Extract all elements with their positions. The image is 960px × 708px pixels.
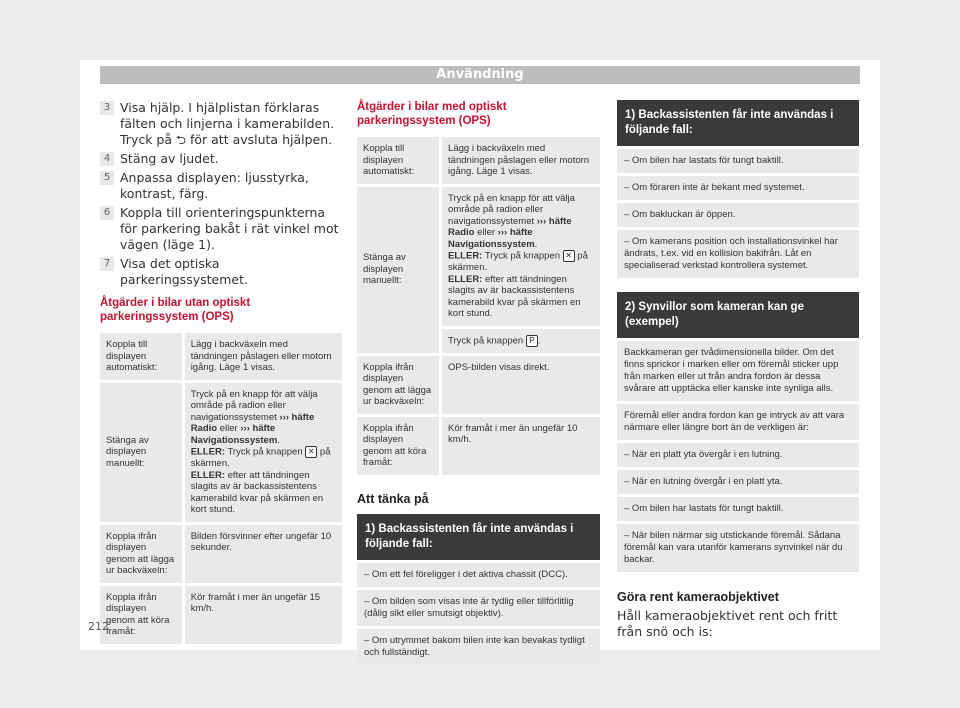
step-text: Visa det optiska parkeringssystemet. [120,256,248,287]
text: häfte Navigationssystem [190,423,278,446]
step-7 [100,256,342,288]
think-title: Att tänka på [357,491,429,506]
close-x-icon: ✕ [305,446,317,458]
text: på skärmen. [448,250,588,274]
box-title: 1) Backassistenten får inte användas i följande fall: [617,100,859,146]
step-text: Anpassa displayen: ljusstyrka, kontrast, färg. [120,170,309,201]
clean-title: Göra rent kameraobjektivet [617,590,779,604]
warning-box-3 [617,292,859,572]
row-value: Kör framåt i mer än ungefär 15 km/h. [185,586,342,644]
column-right [617,100,859,640]
text: häfte Radio [448,215,572,238]
table-row [357,137,600,184]
text: . [534,238,538,250]
list-item: – Om kamerans position och installationsvinkel har ändrats, t.ex. vid en kollision bakifrån. Låt en specialiserad verkstad kontrollera systemet. [617,230,859,278]
row-value: Kör framåt i mer än ungefär 10 km/h. [442,417,600,475]
row-key: Koppla till displayen automatiskt: [100,333,185,380]
table-row [357,417,600,475]
text: efter att tändningen slagits av är backassistentens kamerabild kvar på skärmen en kort stund. [190,469,324,516]
row-value: Lägg i backväxeln med tändningen påslagen eller motorn igång. Läge 1 visas. [442,137,600,184]
list-item: – När bilen närmar sig utstickande föremål. Sådana föremål kan vara utanför kamerans synvinkel när du backar. [617,524,859,572]
step-text: Visa hjälp. I hjälplistan förklaras fälten och linjerna i kamerabilden. Tryck på ⮌ för att avsluta hjälpen. [120,100,335,147]
spacer [617,278,859,292]
row-key: Koppla ifrån displayen genom att lägga ur backväxeln: [100,525,185,583]
row-value: Bilden försvinner efter ungefär 10 sekunder. [185,525,342,583]
table-row [100,333,342,380]
close-x-icon: ✕ [563,250,575,262]
step-number: 6 [100,206,114,220]
text: Tryck på knappen [448,335,524,347]
text: efter att tändningen slagits av är backassistentens kamerabild kvar på skärmen en kort stund. [448,273,581,320]
step-number: 5 [100,171,114,185]
row-key: Stänga av displayen manuellt: [100,383,185,522]
table-row [100,525,342,583]
step-text: Stäng av ljudet. [120,151,219,166]
ref-nav: ››› häfte Navigationssystem [190,423,278,446]
table-row [357,187,600,326]
ref-radio: ››› häfte Radio [190,411,315,434]
warning-box-2 [617,100,859,278]
column-middle [357,100,600,665]
clean-text: Håll kameraobjektivet rent och fritt från snö och is: [617,608,838,639]
box-title: 2) Synvillor som kameran kan ge (exempel) [617,292,859,338]
ref-radio: ››› häfte Radio [448,215,572,238]
table-with-ops [357,134,600,478]
step-6 [100,205,342,253]
table2-title: Åtgärder i bilar med optiskt parkeringssystem (OPS) [357,101,507,127]
ref-nav: ››› häfte Navigationssystem [448,227,535,250]
text: häfte Navigationssystem [448,227,535,250]
row-key: Stänga av displayen manuellt: [357,187,442,353]
text: på skärmen. [190,446,331,470]
row-key: Koppla ifrån displayen genom att köra framåt: [100,586,185,644]
text: ELLER: [448,250,483,262]
list-item: – När en platt yta övergår i en lutning. [617,443,859,467]
step-3 [100,100,342,148]
list-item: – Om utrymmet bakom bilen inte kan bevakas tydligt och fullständigt. [357,629,600,665]
row-key: Koppla till displayen automatiskt: [357,137,442,184]
page-number: 212 [88,620,109,633]
row-value: Tryck på knappen P . [442,329,600,353]
table-without-ops [100,330,342,647]
text: ELLER: [448,273,483,285]
warning-box-1 [357,514,600,665]
text: . [277,434,280,446]
text: ELLER: [190,446,225,458]
list-item: Backkameran ger tvådimensionella bilder. Om det finns sprickor i marken eller om föremål sticker upp från marken eller ut från andra fordon är dessa svårare att upptäcka eller kanske inte synliga alls. [617,341,859,401]
text: Tryck på knappen [484,250,560,262]
row-value: Lägg i backväxeln med tändningen påslagen eller motorn igång. Läge 1 visas. [185,333,342,380]
table-row [100,586,342,644]
parking-button-icon: P [526,335,538,347]
table-row [357,356,600,414]
box-title: 1) Backassistenten får inte användas i följande fall: [357,514,600,560]
step-number: 7 [100,257,114,271]
table1-title: Åtgärder i bilar utan optiskt parkeringssystem (OPS) [100,297,251,323]
row-value: OPS-bilden visas direkt. [442,356,600,414]
step-5 [100,170,342,202]
list-item: – När en lutning övergår i en platt yta. [617,470,859,494]
table-row [100,383,342,522]
row-key: Koppla ifrån displayen genom att lägga ur backväxeln: [357,356,442,414]
text: Tryck på en knapp för att välja område på radion eller navigationssystemet [448,192,575,227]
list-item: Föremål eller andra fordon kan ge intryck av att vara närmare eller längre bort än de verkligen är: [617,404,859,440]
step-4 [100,151,342,167]
row-value [442,187,600,326]
row-value [185,383,342,522]
section-header: Användning [100,66,860,84]
text: Tryck på en knapp för att välja område på radion eller navigationssystemet [190,388,318,423]
text: eller [219,423,238,434]
list-item: – Om bakluckan är öppen. [617,203,859,227]
list-item: – Om föraren inte är bekant med systemet. [617,176,859,200]
step-number: 4 [100,152,114,166]
row-key: Koppla ifrån displayen genom att köra framåt: [357,417,442,475]
text: ELLER: [190,469,225,481]
step-number: 3 [100,101,114,115]
column-left [100,100,342,647]
list-item: – Om bilen har lastats för tungt baktill. [617,497,859,521]
text: häfte Radio [190,411,315,434]
list-item: – Om ett fel föreligger i det aktiva chassit (DCC). [357,563,600,587]
list-item: – Om bilden som visas inte är tydlig eller tillförlitlig (dålig sikt eller smutsigt objektiv). [357,590,600,626]
text: eller [477,227,496,238]
list-item: – Om bilen har lastats för tungt baktill. [617,149,859,173]
text: Tryck på knappen [227,446,303,458]
step-text: Koppla till orienteringspunkterna för parkering bakåt i rät vinkel mot vägen (läge 1). [120,205,339,252]
